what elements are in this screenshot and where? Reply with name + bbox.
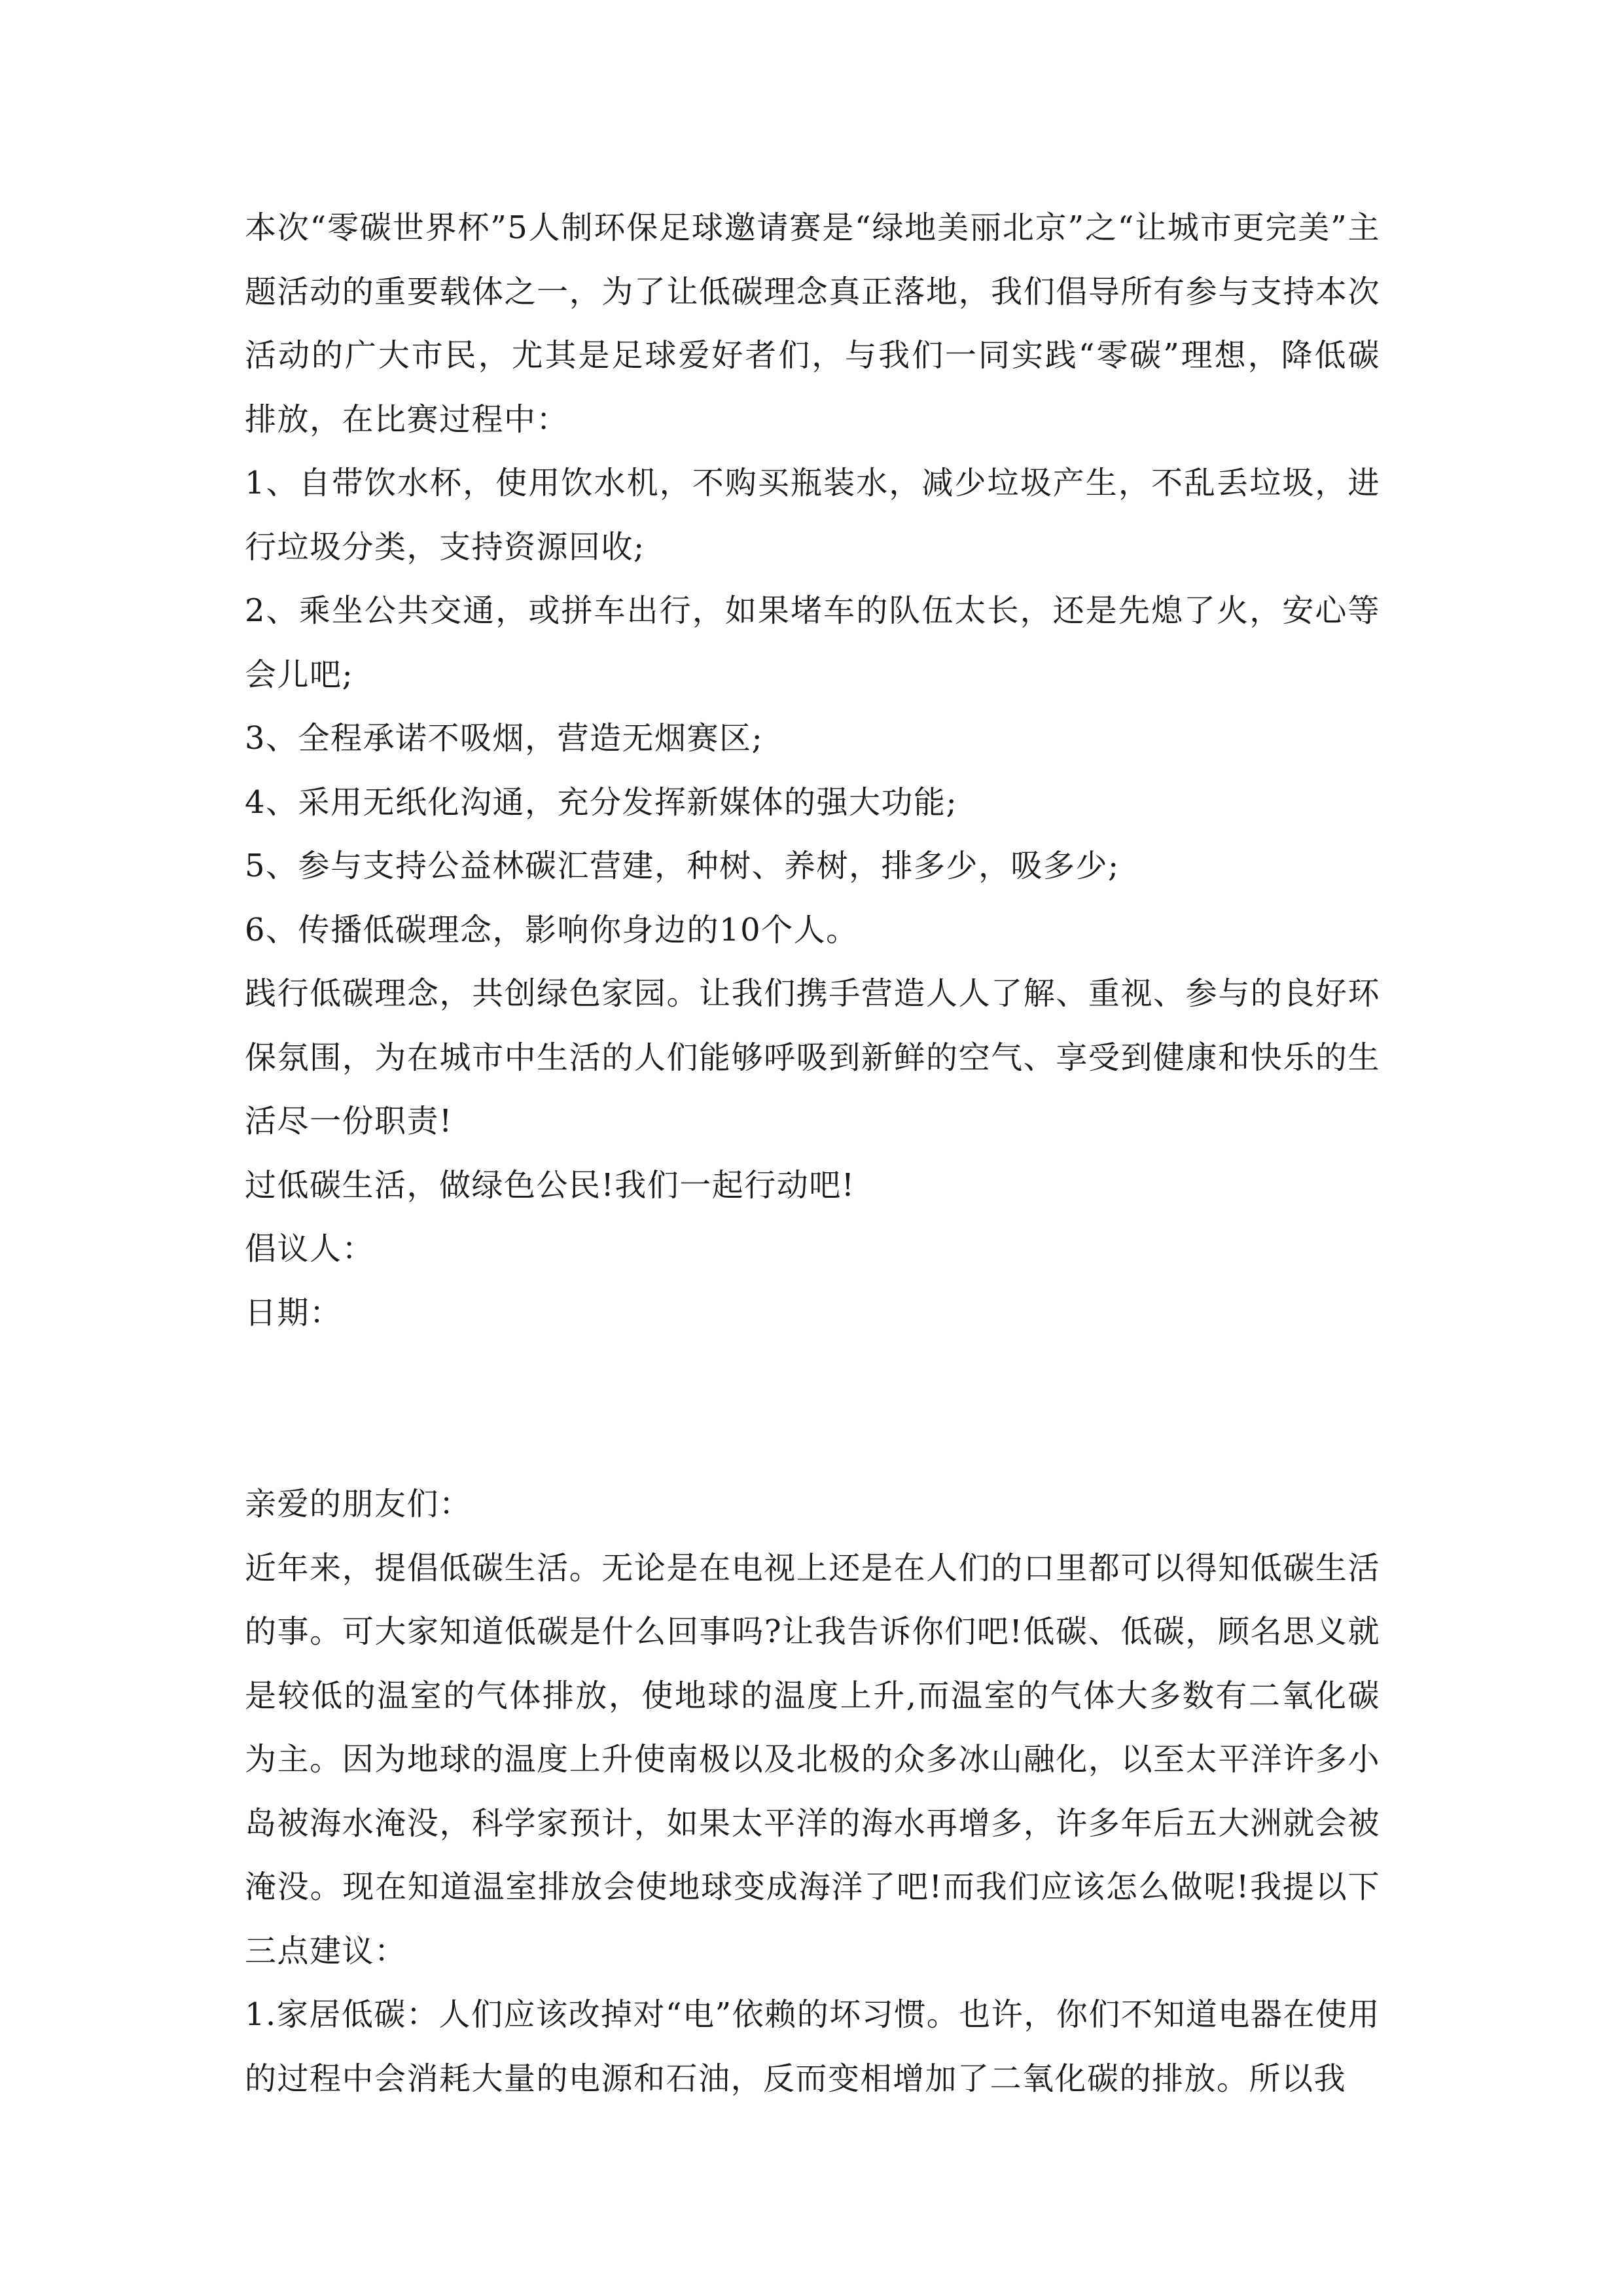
list-item-6: 6、传播低碳理念，影响你身边的10个人。 [245,911,859,948]
intro-paragraph: 本次“零碳世界杯”5人制环保足球邀请赛是“绿地美丽北京”之“让城市更完美”主题活动的重要载体之一，为了让低碳理念真正落地，我们倡导所有参与支持本次活动的广大市民，尤其是足球爱好者们，与我们一同实践“零碳”理想，降低碳排放，在比赛过程中： [245,209,1380,438]
document-body [245,196,1380,2111]
point-1-paragraph: 1.家居低碳：人们应该改掉对“电”依赖的坏习惯。也许，你们不知道电器在使用的过程中会消耗大量的电源和石油，反而变相增加了二氧化碳的排放。所以我 [245,1996,1380,2097]
section-gap [245,1345,1380,1473]
body-paragraph: 近年来，提倡低碳生活。无论是在电视上还是在人们的口里都可以得知低碳生活的事。可大家知道低碳是什么回事吗?让我告诉你们吧!低碳、低碳，顾名思义就是较低的温室的气体排放，使地球的温度上升,而温室的气体大多数有二氧化碳为主。因为地球的温度上升使南极以及北极的众多冰山融化，以至太平洋许多小岛被海水淹没，科学家预计，如果太平洋的海水再增多，许多年后五大洲就会被淹没。现在知道温室排放会使地球变成海洋了吧!而我们应该怎么做呢!我提以下三点建议： [245,1549,1380,1969]
slogan-line: 过低碳生活，做绿色公民!我们一起行动吧! [245,1166,855,1204]
date-line: 日期： [245,1294,342,1331]
list-item-3: 3、全程承诺不吸烟，营造无烟赛区; [245,720,764,757]
list-item-1: 1、自带饮水杯，使用饮水机，不购买瓶装水，减少垃圾产生，不乱丢垃圾，进行垃圾分类，支持资源回收; [245,465,1380,565]
list-item-4: 4、采用无纸化沟通，充分发挥新媒体的强大功能; [245,783,958,821]
closing-paragraph: 践行低碳理念，共创绿色家园。让我们携手营造人人了解、重视、参与的良好环保氛围，为在城市中生活的人们能够呼吸到新鲜的空气、享受到健康和快乐的生活尽一份职责! [245,975,1380,1139]
proposer-line: 倡议人： [245,1230,375,1267]
greeting-line: 亲爱的朋友们： [245,1486,472,1522]
list-item-5: 5、参与支持公益林碳汇营建，种树、养树，排多少，吸多少; [245,848,1120,884]
list-item-2: 2、乘坐公共交通，或拼车出行，如果堵车的队伍太长，还是先熄了火，安心等会儿吧; [245,592,1380,693]
